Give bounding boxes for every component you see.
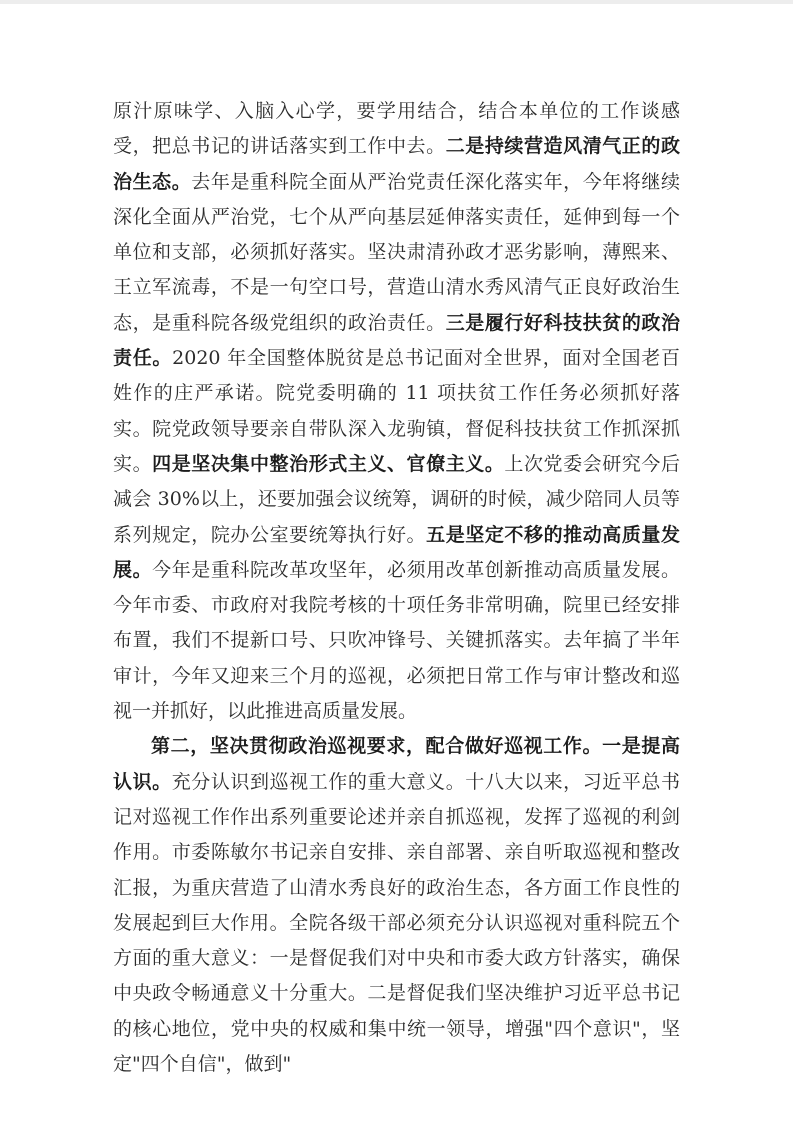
paragraph	[113, 729, 680, 1082]
bold-run: 五是坚定不移的推动高质量发展。	[113, 523, 680, 581]
paragraph	[113, 94, 680, 729]
text-run: 2020 年全国整体脱贫是总书记面对全世界，面对全国老百姓作的庄严承诺。院党委明确的 11 项扶贫工作任务必须抓好落实。院党政领导要亲自带队深入龙驹镇，督促科技扶贫工作抓深抓实。	[113, 347, 680, 475]
bold-run: 二是持续营造风清气正的政治生态。	[113, 135, 680, 193]
text-run: 今年是重科院改革攻坚年，必须用改革创新推动高质量发展。今年市委、市政府对我院考核的十项任务非常明确，院里已经安排布置，我们不提新口号、只吹冲锋号、关键抓落实。去年搞了半年审计，今年又迎来三个月的巡视，必须把日常工作与审计整改和巡视一并抓好，以此推进高质量发展。	[113, 558, 680, 723]
bold-run: 三是履行好科技扶贫的政治责任。	[113, 311, 680, 370]
text-run: 去年是重科院全面从严治党责任深化落实年，今年将继续深化全面从严治党，七个从严向基层延伸落实责任，延伸到每一个单位和支部，必须抓好落实。坚决肃清孙政才恶劣影响，薄熙来、王立军流毒，不是一句空口号，营造山清水秀风清气正良好政治生态，是重科院各级党组织的政治责任。	[113, 170, 680, 334]
text-run: 原汁原味学、入脑入心学，要学用结合，结合本单位的工作谈感受，把总书记的讲话落实到工作中去。	[113, 100, 680, 158]
page-top-edge	[0, 0, 793, 4]
text-run: 上次党委会研究今后减会 30%以上，还要加强会议统筹，调研的时候，减少陪同人员等系列规定，院办公室要统筹执行好。	[113, 452, 680, 546]
document-body	[113, 94, 680, 1082]
bold-run: 第二，坚决贯彻政治巡视要求，配合做好巡视工作。一是提高认识。	[113, 735, 680, 793]
bold-run: 四是坚决集中整治形式主义、官僚主义。	[152, 452, 505, 475]
text-run: 充分认识到巡视工作的重大意义。十八大以来，习近平总书记对巡视工作作出系列重要论述并亲自抓巡视，发挥了巡视的利剑作用。市委陈敏尔书记亲自安排、亲自部署、亲自听取巡视和整改汇报，为重庆营造了山清水秀良好的政治生态，各方面工作良性的发展起到巨大作用。全院各级干部必须充分认识巡视对重科院五个方面的重大意义：一是督促我们对中央和市委大政方针落实，确保中央政令畅通意义十分重大。二是督促我们坚决维护习近平总书记的核心地位，党中央的权威和集中统一领导，增强"四个意识"，坚定"四个自信"，做到"	[113, 770, 680, 1076]
